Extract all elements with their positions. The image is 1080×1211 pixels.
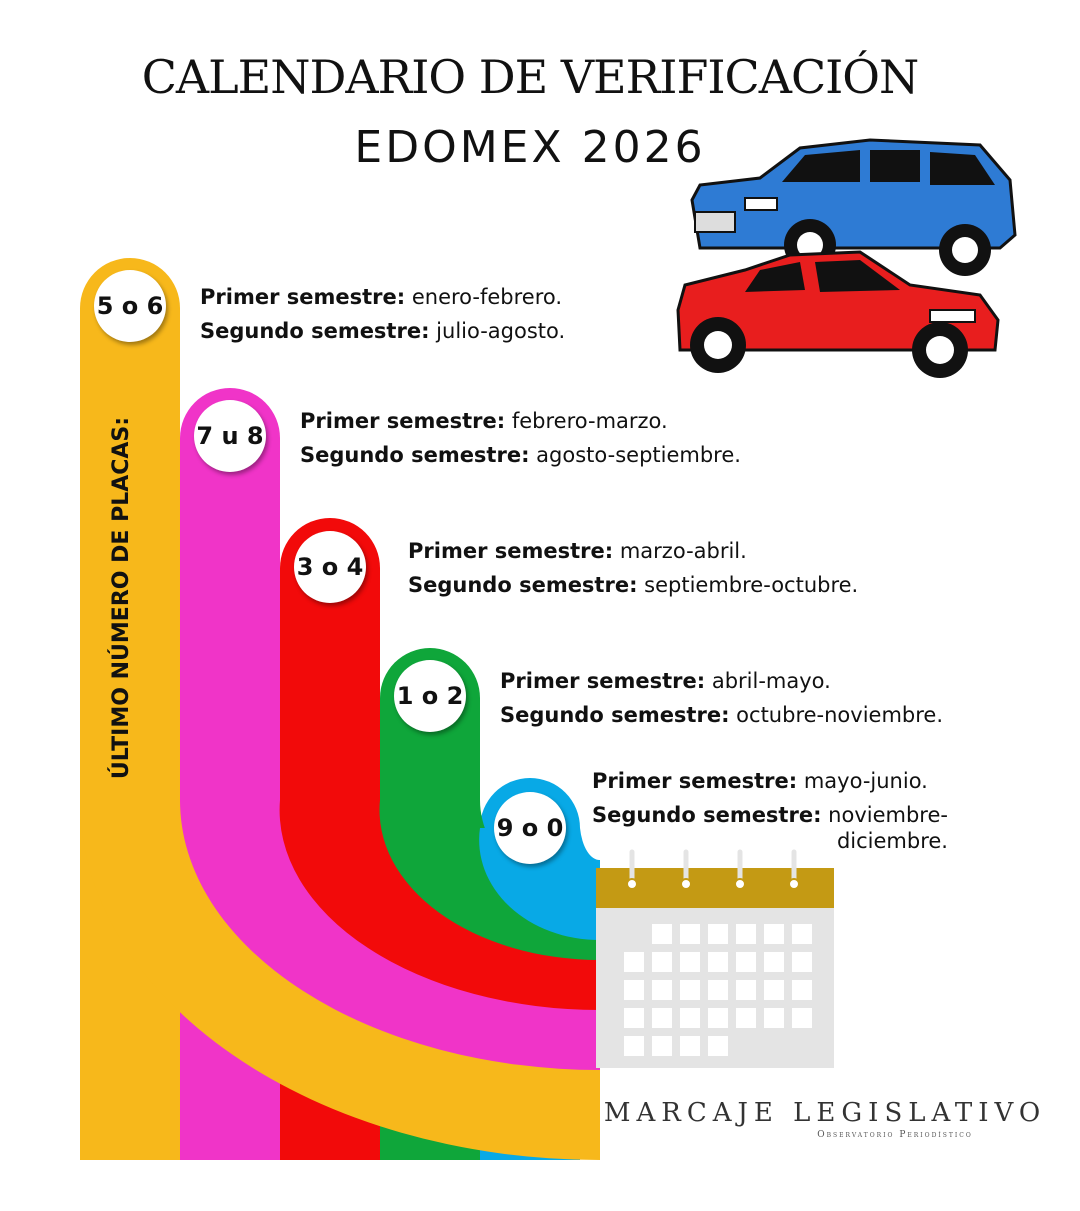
first-semester-value: abril-mayo. <box>711 669 831 693</box>
plate-digits-badge <box>394 660 466 732</box>
plate-digits-badge <box>194 400 266 472</box>
second-semester-continuation: diciembre. <box>836 829 948 853</box>
plate-digits-badge <box>294 531 366 603</box>
logo-tagline: Observatorio Periodístico <box>817 1130 973 1140</box>
logo-wordmark: MARCAJE LEGISLATIVO <box>603 1098 1047 1128</box>
second-semester-line: Segundo semestre: agosto-septiembre. <box>300 443 741 467</box>
second-semester-label: Segundo semestre <box>500 703 722 727</box>
schedule-row <box>592 764 948 854</box>
second-semester-label: Segundo semestre <box>300 443 522 467</box>
plate-digits: 9 o 0 <box>496 814 564 842</box>
page-subtitle: EDOMEX 2026 <box>354 122 706 173</box>
second-semester-label: Segundo semestre <box>592 803 814 827</box>
second-semester-line: Segundo semestre: octubre-noviembre. <box>500 703 944 727</box>
second-semester-line: Segundo semestre: julio-agosto. <box>200 319 566 343</box>
first-semester-value: marzo-abril. <box>619 539 747 563</box>
second-semester-value: octubre-noviembre. <box>736 703 944 727</box>
second-semester-value: septiembre-octubre. <box>644 573 859 597</box>
first-semester-line: Primer semestre: marzo-abril. <box>408 539 747 563</box>
plate-digits: 1 o 2 <box>396 682 464 710</box>
first-semester-line: Primer semestre: febrero-marzo. <box>300 409 668 433</box>
first-semester-line: Primer semestre: abril-mayo. <box>500 669 831 693</box>
second-semester-label: Segundo semestre <box>200 319 422 343</box>
schedule-row <box>200 280 565 348</box>
first-semester-label: Primer semestre <box>200 285 397 309</box>
second-semester-value: julio-agosto. <box>436 319 566 343</box>
page-title: CALENDARIO DE VERIFICACIÓN <box>141 50 919 104</box>
second-semester-line: Segundo semestre: septiembre-octubre. <box>408 573 859 597</box>
second-semester-label: Segundo semestre <box>408 573 630 597</box>
first-semester-value: mayo-junio. <box>803 769 928 793</box>
second-semester-value: agosto-septiembre. <box>536 443 741 467</box>
second-semester-line: Segundo semestre: noviembre- <box>592 803 948 827</box>
schedule-row <box>500 664 943 732</box>
second-semester-value: noviembre- <box>828 803 948 827</box>
band-magenta <box>180 388 280 1211</box>
plate-digits-badge <box>494 792 566 864</box>
plate-digits: 7 u 8 <box>196 422 264 450</box>
schedule-row <box>408 534 858 602</box>
first-semester-value: febrero-marzo. <box>511 409 668 433</box>
calendar-icon <box>596 852 834 1068</box>
first-semester-label: Primer semestre <box>592 769 789 793</box>
first-semester-line: Primer semestre: enero-febrero. <box>200 285 563 309</box>
first-semester-label: Primer semestre <box>500 669 697 693</box>
first-semester-line: Primer semestre: mayo-junio. <box>592 769 928 793</box>
vertical-label: ÚLTIMO NÚMERO DE PLACAS: <box>109 416 134 780</box>
plate-digits-badge <box>94 270 166 342</box>
first-semester-label: Primer semestre <box>300 409 497 433</box>
first-semester-label: Primer semestre <box>408 539 605 563</box>
plate-digits: 5 o 6 <box>96 292 164 320</box>
plate-digits: 3 o 4 <box>296 553 364 581</box>
first-semester-value: enero-febrero. <box>411 285 563 309</box>
schedule-row <box>300 404 741 472</box>
